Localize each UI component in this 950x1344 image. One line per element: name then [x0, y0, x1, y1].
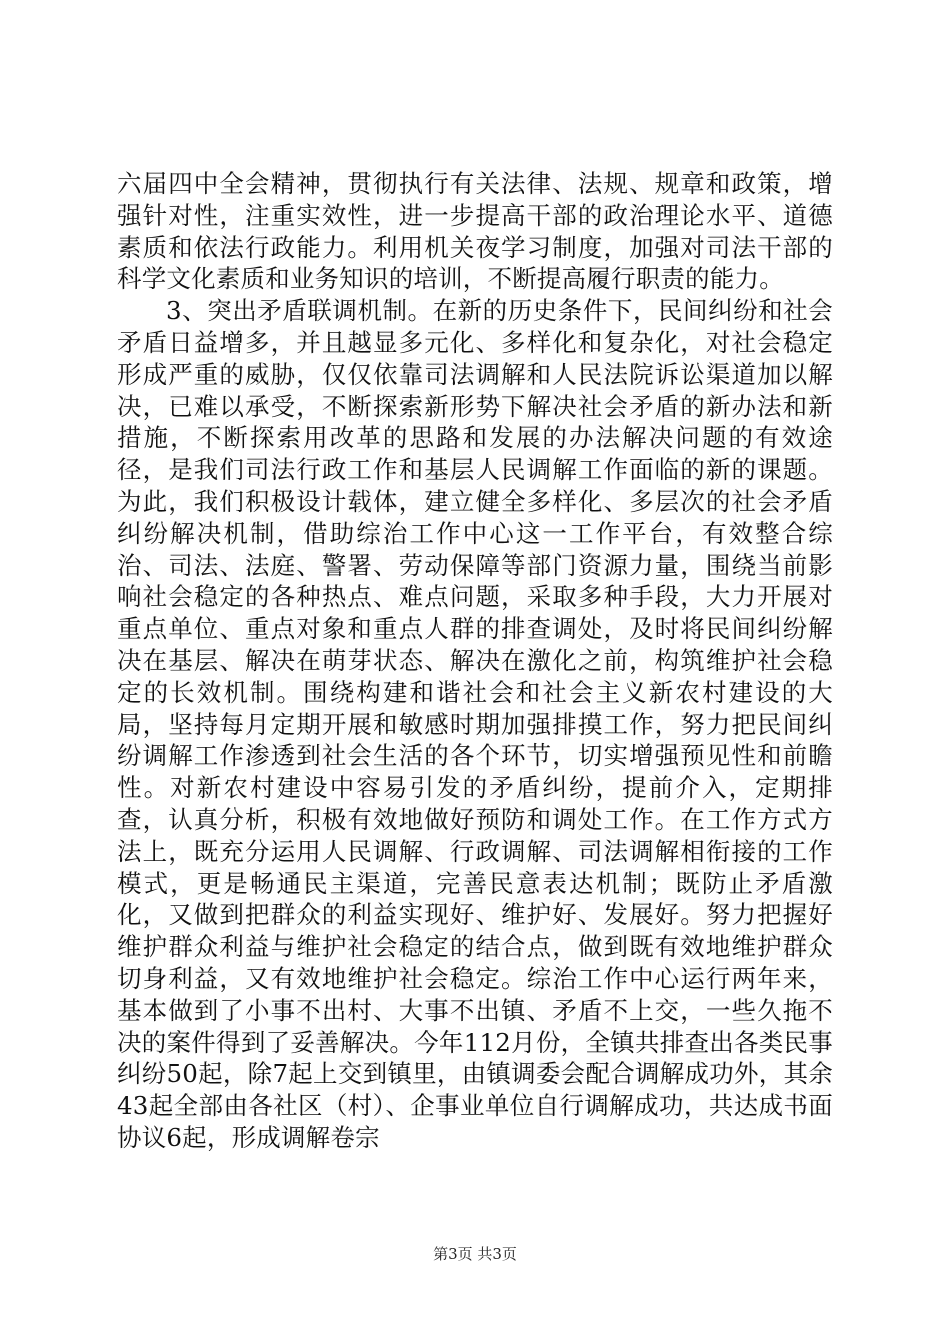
paragraph-continued: 六届四中全会精神，贯彻执行有关法律、法规、规章和政策，增强针对性，注重实效性，进一步提高干部的政治理论水平、道德素质和依法行政能力。利用机关夜学习制度，加强对司法干部的科学文化素质和业务知识的培训，不断提高履行职责的能力。	[117, 169, 833, 294]
document-body	[117, 168, 833, 1154]
page-footer	[0, 1244, 950, 1264]
paragraph-mediation-mechanism: 3、突出矛盾联调机制。在新的历史条件下，民间纠纷和社会矛盾日益增多，并且越显多元化、多样化和复杂化，对社会稳定形成严重的威胁，仅仅依靠司法调解和人民法院诉讼渠道加以解决，已难以承受，不断探索新形势下解决社会矛盾的新办法和新措施，不断探索用改革的思路和发展的办法解决问题的有效途径，是我们司法行政工作和基层人民调解工作面临的新的课题。为此，我们积极设计载体，建立健全多样化、多层次的社会矛盾纠纷解决机制，借助综治工作中心这一工作平台，有效整合综治、司法、法庭、警署、劳动保障等部门资源力量，围绕当前影响社会稳定的各种热点、难点问题，采取多种手段，大力开展对重点单位、重点对象和重点人群的排查调处，及时将民间纠纷解决在基层、解决在萌芽状态、解决在激化之前，构筑维护社会稳定的长效机制。围绕构建和谐社会和社会主义新农村建设的大局，坚持每月定期开展和敏感时期加强排摸工作，努力把民间纠纷调解工作渗透到社会生活的各个环节，切实增强预见性和前瞻性。对新农村建设中容易引发的矛盾纠纷，提前介入，定期排查，认真分析，积极有效地做好预防和调处工作。在工作方式方法上，既充分运用人民调解、行政调解、司法调解相衔接的工作模式，更是畅通民主渠道，完善民意表达机制；既防止矛盾激化，又做到把群众的利益实现好、维护好、发展好。努力把握好维护群众利益与维护社会稳定的结合点，做到既有效地维护群众切身利益，又有效地维护社会稳定。综治工作中心运行两年来，基本做到了小事不出村、大事不出镇、矛盾不上交，一些久拖不决的案件得到了妥善解决。今年112月份，全镇共排查出各类民事纠纷50起，除7起上交到镇里，由镇调委会配合调解成功外，其余43起全部由各社区（村）、企事业单位自行调解成功，共达成书面协议6起，形成调解卷宗	[117, 296, 833, 1152]
page-number: 第3页 共3页	[433, 1245, 517, 1263]
